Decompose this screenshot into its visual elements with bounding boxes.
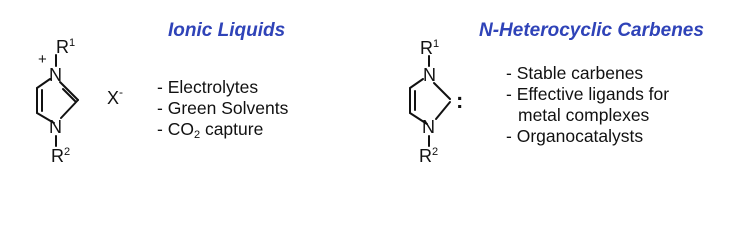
- nhc-heading: N-Heterocyclic Carbenes: [479, 20, 704, 41]
- atom-n1: N: [423, 65, 436, 85]
- carbene-lone-pair: :: [456, 88, 464, 113]
- use-metal-complexes-continued: metal complexes: [518, 105, 650, 125]
- ionic-liquids-uses: [157, 77, 288, 140]
- substituent-r1: $R^1$: [420, 38, 440, 58]
- atom-n3: N: [422, 117, 435, 137]
- bond-c2-n3: [436, 102, 450, 119]
- use-electrolytes: - Electrolytes: [157, 77, 288, 98]
- use-stable-carbenes: - Stable carbenes: [506, 63, 669, 84]
- substituent-r1: $R^1$: [56, 37, 76, 57]
- use-effective-ligands: - Effective ligands for: [506, 84, 669, 105]
- use-co2-capture: - $CO_2$ capture: [157, 119, 288, 140]
- nhc-uses: [506, 63, 669, 147]
- bond-c5-n1: [410, 79, 423, 88]
- ionic-liquids-heading: Ionic Liquids: [168, 20, 286, 41]
- use-green-solvents: - Green Solvents: [157, 98, 288, 119]
- cation-charge: +: [38, 51, 47, 68]
- use-organocatalysts: - Organocatalysts: [506, 126, 669, 147]
- atom-n3: N: [49, 117, 62, 137]
- substituent-r2: $R^2$: [419, 146, 439, 164]
- bond-n1-c2: [434, 83, 450, 99]
- atom-n1: N: [49, 65, 62, 85]
- counter-anion: X-: [107, 85, 124, 108]
- substituent-r2: $R^2$: [51, 146, 71, 164]
